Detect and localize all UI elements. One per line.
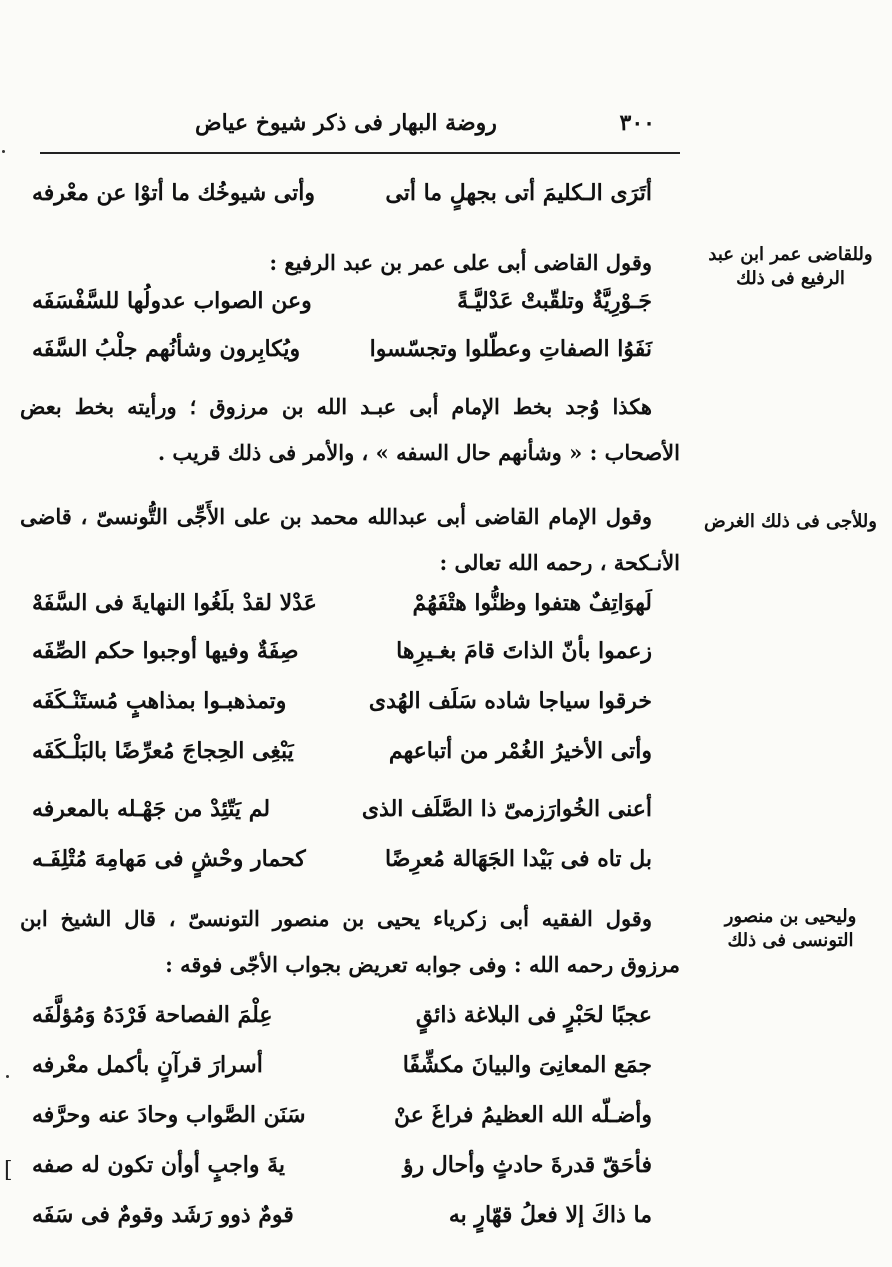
verse-line	[32, 846, 652, 886]
section-intro: وقول القاضى أبى على عمر بن عبد الرفيع :	[269, 250, 652, 275]
verse-line	[32, 1052, 652, 1092]
verse-hemistich-first: لَهوَاتِفٌ هتفوا وظنُّوا هتْفَهُمْ	[412, 590, 652, 616]
verse-line	[32, 590, 652, 630]
verse-hemistich-second: كحمار وحْشٍ فى مَهامِهَ مُتْلِفَـه	[32, 846, 306, 872]
verse-line	[32, 1102, 652, 1142]
margin-note: وللأجى فى ذلك الغرض	[704, 511, 877, 532]
verse-hemistich-second: يَبْغِى الحِجاجَ مُعرِّضًا بالبَلْـكَفَه	[32, 738, 294, 764]
verse-hemistich-first: عجبًا لحَبْرٍ فى البلاغة ذائقٍ	[415, 1002, 652, 1028]
verse-hemistich-second: سَنَن الصَّواب وحادَ عنه وحرَّفه	[32, 1102, 306, 1128]
section-intro: وقول الإمام القاضى أبى عبدالله محمد بن على الأَجِّى التُّونسىّ ، قاضى الأنـكحة ، رحمه الله تعالى :	[20, 504, 680, 575]
verse-hemistich-second: وعن الصواب عدولُها للسَّفْسَفَه	[32, 288, 312, 314]
verse-hemistich-second: لم يَتّئِدْ من جَهْـله بالمعرفه	[32, 796, 271, 822]
verse-hemistich-second: صِفَةٌ وفيها أوجبوا حكم الصِّفَه	[32, 638, 299, 664]
scan-speck	[6, 1075, 9, 1078]
verse-hemistich-first: نَفَوُا الصفاتِ وعطّلوا وتجسّسوا	[369, 336, 652, 362]
verse-hemistich-second: أسرارَ قرآنٍ بأكمل معْرفه	[32, 1052, 263, 1078]
verse-line	[32, 180, 652, 220]
verse-hemistich-first: جمَع المعانِىَ والبيانَ مكشِّفًا	[402, 1052, 652, 1078]
verse-line	[32, 638, 652, 678]
verse-line	[32, 738, 652, 778]
verse-line	[32, 796, 652, 836]
section-intro: وقول الفقيه أبى زكرياء يحيى بن منصور التونسىّ ، قال الشيخ ابن مرزوق رحمه الله : وفى جوابه تعريض بجواب الأجّى فوقه :	[20, 906, 680, 977]
verse-hemistich-first: بل تاه فى بَيْدا الجَهَالة مُعرِضًا	[385, 846, 652, 872]
verse-hemistich-second: قومٌ ذوو رَشَد وقومٌ فى سَفَه	[32, 1202, 294, 1228]
edge-bracket-mark: [	[4, 1158, 13, 1183]
running-title: روضة البهار فى ذكر شيوخ عياض	[195, 110, 497, 136]
verse-hemistich-first: أعنى الخُوارَزمىّ ذا الصَّلَف الذى	[361, 796, 652, 822]
verse-hemistich-second: وأتى شيوخُك ما أتوْا عن معْرفه	[32, 180, 315, 206]
margin-note: وليحيى بن منصور التونسى فى ذلك	[724, 906, 857, 951]
verse-hemistich-first: زعموا بأنّ الذاتَ قامَ بغـيرِها	[396, 638, 652, 664]
verse-hemistich-second: وتمذهبـوا بمذاهبٍ مُستَنْـكَفَه	[32, 688, 287, 714]
page-number: ٣٠٠	[619, 110, 655, 136]
verse-hemistich-first: وأضـلّه الله العظيمُ فراغَ عنْ	[394, 1102, 652, 1128]
verse-hemistich-second: عِلْمَ الفصاحة فَرْدَهُ وَمُؤلَّفَه	[32, 1002, 273, 1028]
header-rule	[40, 152, 680, 154]
page-header	[195, 108, 655, 148]
verse-line	[32, 1202, 652, 1242]
verse-hemistich-first: جَـوْرِيَّةٌ وتلقّبتْ عَدْليَّـةً	[457, 288, 652, 314]
verse-hemistich-second: عَدْلا لقدْ بلَغُوا النهايةَ فى السَّفَهْ	[32, 590, 317, 616]
verse-hemistich-first: ما ذاكَ إلا فعلُ قهّارٍ به	[448, 1202, 652, 1228]
verse-line	[32, 1002, 652, 1042]
scan-speck	[2, 150, 5, 153]
verse-line	[32, 288, 652, 328]
margin-note: وللقاضى عمر ابن عبد الرفيع فى ذلك	[708, 244, 873, 289]
verse-hemistich-first: وأتى الأخيرُ الغُمْر من أتباعهم	[388, 738, 652, 764]
verse-line	[32, 1152, 652, 1192]
verse-line	[32, 336, 652, 376]
verse-line	[32, 688, 652, 728]
verse-hemistich-first: فأحَقّ قدرةَ حادثٍ وأحال رؤ	[402, 1152, 652, 1178]
verse-hemistich-second: يةَ واجبٍ أوأن تكون له صفه	[32, 1152, 286, 1178]
verse-hemistich-first: أتَرَى الـكليمَ أتى بجهلٍ ما أتى	[385, 180, 652, 206]
editorial-note: هكذا وُجد بخط الإمام أبى عبـد الله بن مرزوق ؛ ورأيته بخط بعض الأصحاب : « وشأنهم حال السفه » ، والأمر فى ذلك قريب .	[20, 394, 680, 465]
verse-hemistich-first: خرقوا سياجا شاده سَلَف الهُدى	[368, 688, 652, 714]
verse-hemistich-second: ويُكابِرون وشأنُهم جلْبُ السَّفَه	[32, 336, 301, 362]
